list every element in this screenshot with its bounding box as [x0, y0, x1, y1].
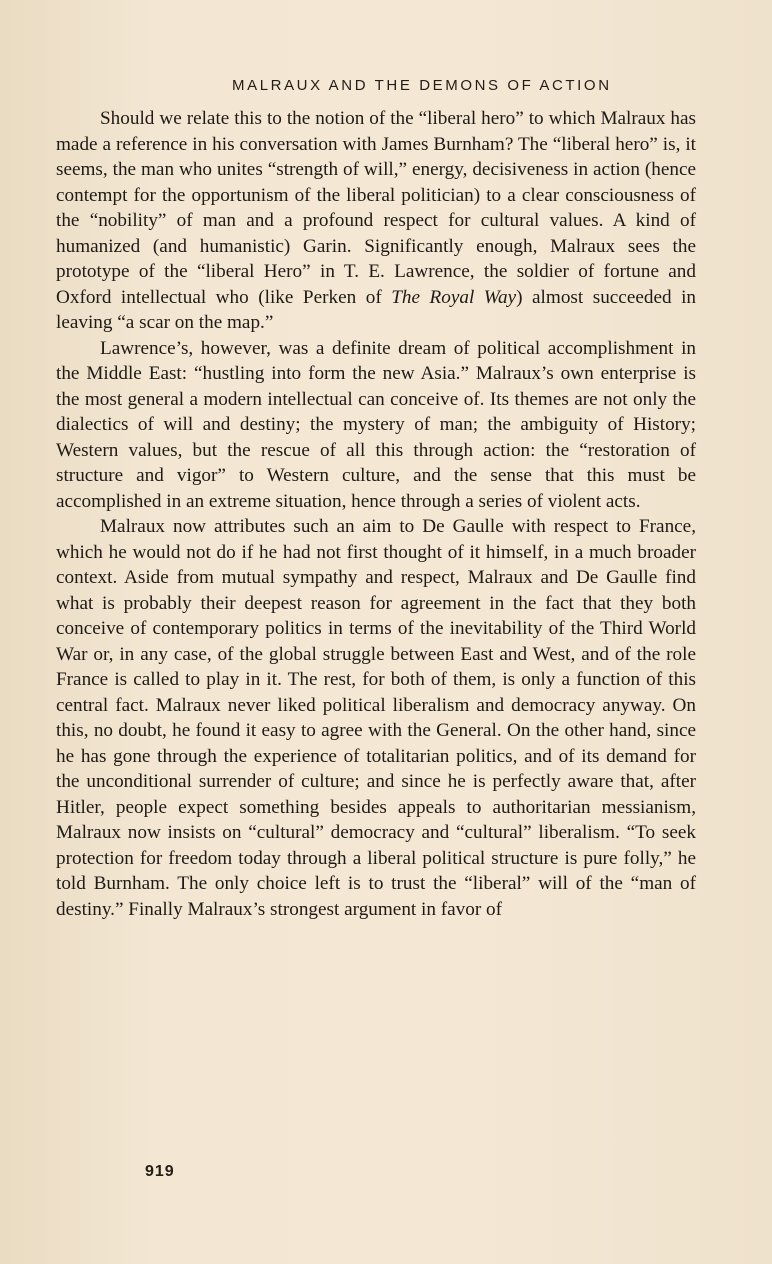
running-head: MALRAUX AND THE DEMONS OF ACTION [232, 77, 612, 94]
paragraph-3: Malraux now attributes such an aim to De Gaulle with respect to France, which he would not do if he had not first thought of it himself, in a much broader context. Aside from mutual sympathy and respect, Malraux and De Gaulle find what is probably their deepest reason for agreement in the fact that they both conceive of contemporary politics in terms of the inevitability of the Third World War or, in any case, of the global struggle between East and West, and of the role France is called to play in it. The rest, for both of them, is only a function of this central fact. Malraux never liked political liberalism and democracy anyway. On this, no doubt, he found it easy to agree with the General. On the other hand, since he has gone through the experience of totalitarian politics, and of its demand for the unconditional surrender of culture; and since he is perfectly aware that, after Hitler, people expect something besides appeals to authoritarian messianism, Malraux now insists on “cultural” democracy and “cultural” liberalism. “To seek protection for freedom today through a liberal political structure is pure folly,” he told Burnham. The only choice left is to trust the “liberal” will of the “man of destiny.” Finally Malraux’s strongest argument in favor of [56, 516, 696, 920]
paragraph-2: Lawrence’s, however, was a definite dream of political accomplishment in the Middle East: “hustling into form the new Asia.” Malraux’s own enterprise is the most general a modern intellectual can conceive of. Its themes are not only the dialectics of will and destiny; the mystery of man; the ambiguity of History; Western values, but the rescue of all this through action: the “restoration of structure and vigor” to Western culture, and the sense that this must be accomplished in an extreme situation, hence through a series of violent acts. [56, 337, 696, 512]
paragraph-1: Should we relate this to the notion of the “liberal hero” to which Malraux has made a reference in his conversation with James Burnham? The “liberal hero” is, it seems, the man who unites “strength of will,” energy, decisiveness in action (hence contempt for the opportunism of the liberal politician) to a clear consciousness of the “nobility” of man and a profound respect for cultural values. A kind of humanized (and humanistic) Garin. Significantly enough, Malraux sees the prototype of the “liberal Hero” in T. E. Lawrence, the soldier of fortune and Oxford intellectual who (like Perken of The Royal Way) almost succeeded in leaving “a scar on the map.” [56, 108, 696, 333]
book-title: The Royal Way [391, 286, 517, 308]
body-text [56, 106, 696, 922]
page-number: 919 [145, 1163, 175, 1180]
